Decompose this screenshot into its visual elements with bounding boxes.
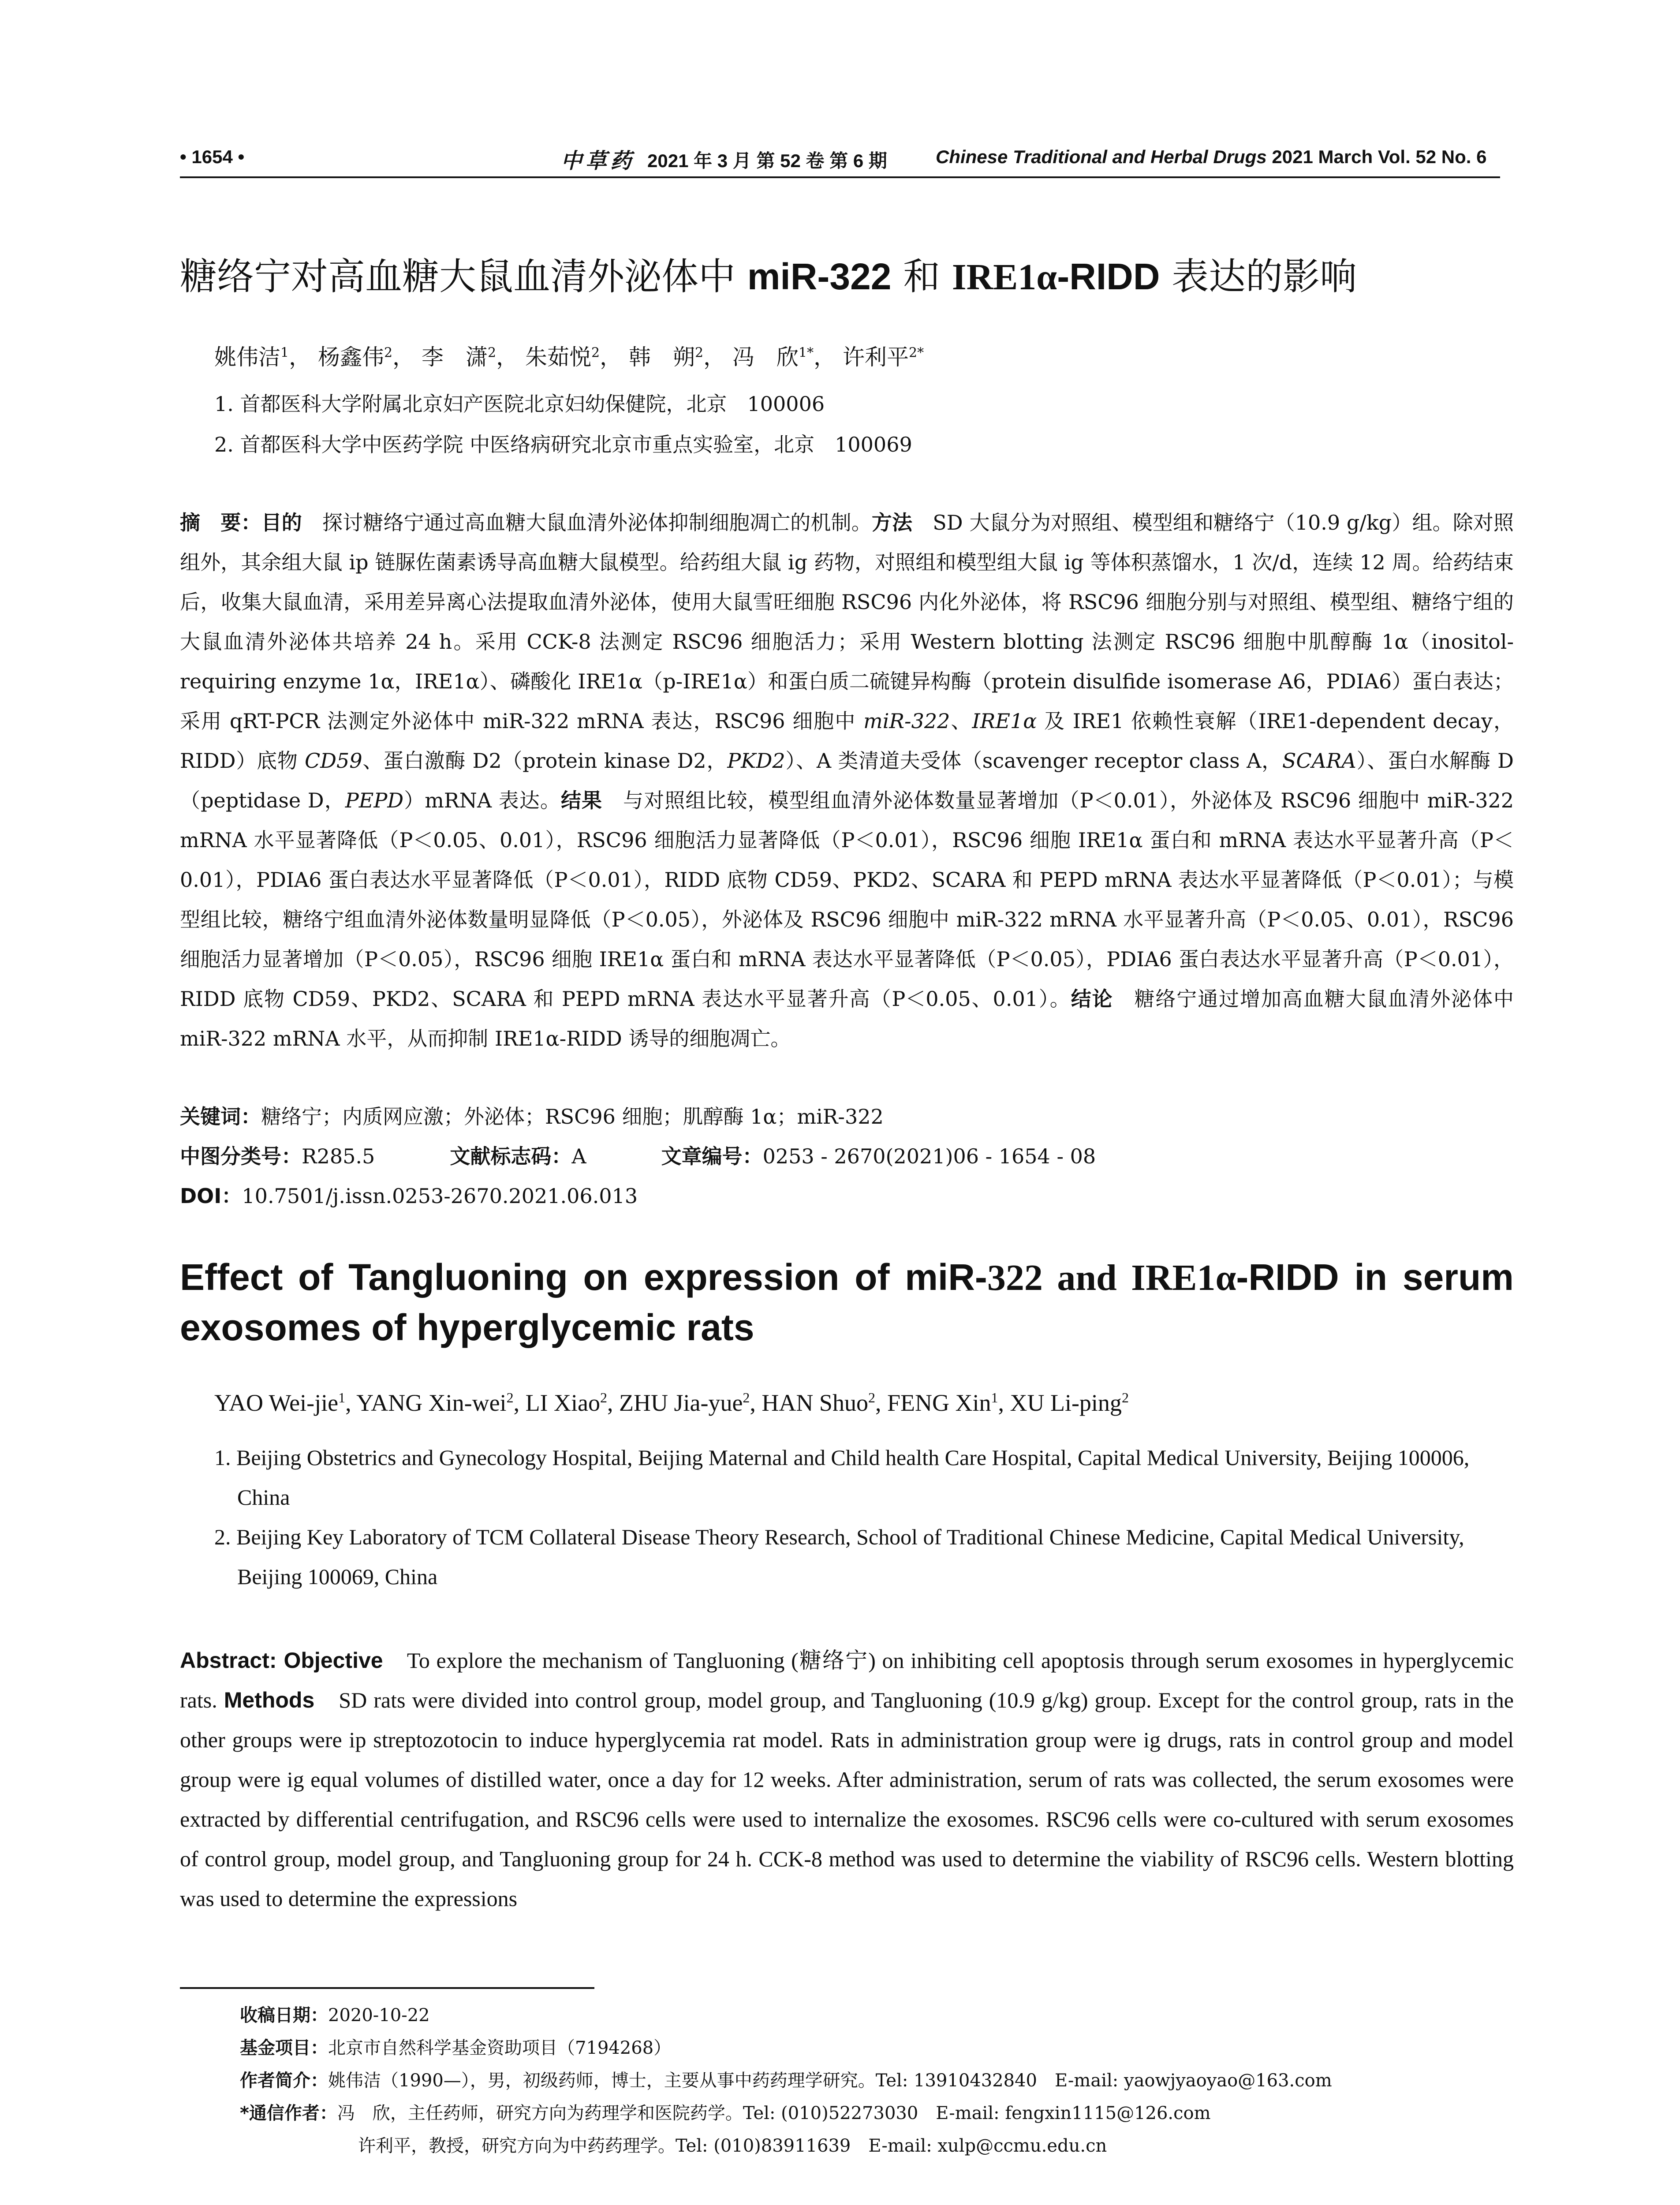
authors-cn [214, 340, 924, 371]
author-cn: 姚伟洁$^1$， [214, 344, 311, 370]
title-cn-part: 糖络宁对高血糖大鼠血清外泌体中 [180, 255, 747, 298]
abstract-en: Abstract: Objective To explore the mechanism of Tangluoning (糖络宁) on inhibiting cell apoptosis through serum exosomes in hyperglycemic rats. Methods SD rats were divided into control group, model group, and Tangluoning (10.9 g/kg) group. Except for the control group, rats in the other groups were ip streptozotocin to induce hyperglycemia rat model. Rats in administration group were ig drugs, rats in control group and model group were ig equal volumes of distilled water, once a day for 12 weeks. After administration, serum of rats was collected, the serum exosomes were extracted by differential centrifugation, and RSC96 cells were used to internalize the exosomes. RSC96 cells were co-cultured with serum exosomes of control group, model group, and Tangluoning group for 24 h. CCK-8 method was used to determine the viability of RSC96 cells. Western blotting was used to determine the expressions [180, 1648, 1514, 1911]
affiliation-cn-2: 2. 首都医科大学中医药学院 中医络病研究北京市重点实验室，北京 100069 [214, 433, 912, 456]
title-cn-ire: IRE1α [952, 257, 1057, 298]
issue-info-en-text: 2021 March Vol. 52 No. 6 [1266, 146, 1487, 167]
affiliation-cn-1: 1. 首都医科大学附属北京妇产医院北京妇幼保健院，北京 100006 [214, 392, 825, 416]
abstract-cn: 摘 要：目的 探讨糖络宁通过高血糖大鼠血清外泌体抑制细胞凋亡的机制。方法 SD 大鼠分为对照组、模型组和糖络宁（10.9 g/kg）组。除对照组外，其余组大鼠 ip 链脲佐菌素诱导高血糖大鼠模型。给药组大鼠 ig 药物，对照组和模型组大鼠 ig 等体积蒸馏水，1 次/d，连续 12 周。给药结束后，收集大鼠血清，采用差异离心法提取血清外泌体，使用大鼠雪旺细胞 RSC96 内化外泌体，将 RSC96 细胞分别与对照组、模型组、糖络宁组的大鼠血清外泌体共培养 24 h。采用 CCK-8 法测定 RSC96 细胞活力；采用 Western blotting 法测定 RSC96 细胞中肌醇酶 1α（inositol-requiring enzyme 1α，IRE1α）、磷酸化 IRE1α（p-IRE1α）和蛋白质二硫键异构酶（protein disulfide isomerase A6，PDIA6）蛋白表达；采用 qRT-PCR 法测定外泌体中 miR-322 mRNA 表达，RSC96 细胞中 miR-322、IRE1α 及 IRE1 依赖性衰解（IRE1-dependent decay，RIDD）底物 CD59、蛋白激酶 D2（protein kinase D2，PKD2）、A 类清道夫受体（scavenger receptor class A，SCARA）、蛋白水解酶 D（peptidase D，PEPD）mRNA 表达。结果 与对照组比较，模型组血清外泌体数量显著增加（P＜0.01），外泌体及 RSC96 细胞中 miR-322 mRNA 水平显著降低（P＜0.05、0.01），RSC96 细胞活力显著降低（P＜0.01），RSC96 细胞 IRE1α 蛋白和 mRNA 表达水平显著升高（P＜0.01），PDIA6 蛋白表达水平显著降低（P＜0.01），RIDD 底物 CD59、PKD2、SCARA 和 PEPD mRNA 表达水平显著降低（P＜0.01）；与模型组比较，糖络宁组血清外泌体数量明显降低（P＜0.05），外泌体及 RSC96 细胞中 miR-322 mRNA 水平显著升高（P＜0.05、0.01），RSC96 细胞活力显著增加（P＜0.05），RSC96 细胞 IRE1α 蛋白和 mRNA 表达水平显著降低（P＜0.05），PDIA6 蛋白表达水平显著升高（P＜0.01），RIDD 底物 CD59、PKD2、SCARA 和 PEPD mRNA 表达水平显著升高（P＜0.05、0.01）。结论 糖络宁通过增加高血糖大鼠血清外泌体中 miR-322 mRNA 水平，从而抑制 IRE1α-RIDD 诱导的细胞凋亡。 [180, 511, 1514, 1050]
abstract-en-label: Abstract: Objective [180, 1648, 383, 1673]
title-en: Effect of Tangluoning on expression of miR-322 and IRE1α-RIDD in serum exosomes of hyperglycemic rats [180, 1256, 1514, 1348]
results-label: 结果 [560, 789, 603, 812]
footnote-author-bio: 作者简介：姚伟洁（1990—），男，初级药师，博士，主要从事中药药理学研究。Tel: 13910432840 E-mail: yaowjyaoyao@163.com [240, 2070, 1332, 2091]
footnote-received: 收稿日期：2020-10-22 [240, 2005, 430, 2026]
methods-en-label: Methods [224, 1688, 315, 1712]
author-cn: 冯 欣$^{1*}$， [732, 344, 836, 370]
author-cn: 李 潇$^2$， [422, 344, 519, 370]
doi: DOI：10.7501/j.issn.0253-2670.2021.06.013 [180, 1184, 638, 1208]
title-cn [180, 247, 1512, 300]
affiliation-en-1: 1. Beijing Obstetrics and Gynecology Hospital, Beijing Maternal and Child health Care Hospital, Capital Medical University, Beijing 100006, China [214, 1445, 1470, 1510]
journal-logo: 中草药 [561, 149, 635, 173]
issue-info-cn: 2021 年 3 月 第 52 卷 第 6 期 [647, 150, 887, 171]
author-cn: 朱茹悦$^2$， [525, 344, 622, 370]
keywords-cn: 关键词：糖络宁；内质网应激；外泌体；RSC96 细胞；肌醇酶 1α；miR-322 [180, 1105, 884, 1129]
footnote-correspondence-2: 许利平，教授，研究方向为中药药理学。Tel: (010)83911639 E-mail: xulp@ccmu.edu.cn [358, 2136, 1107, 2156]
title-cn-mir: miR-322 [747, 256, 892, 297]
header-rule [180, 176, 1500, 178]
title-cn-ridd: -RIDD [1057, 256, 1160, 297]
author-cn: 韩 朔$^2$， [629, 344, 726, 370]
footnote-rule [180, 1987, 594, 1989]
classification: 中图分类号：R285.5 文献标志码：A 文章编号：0253 - 2670(2021)06 - 1654 - 08 [180, 1144, 1096, 1168]
issue-info-en [936, 146, 1487, 168]
affiliations-en [214, 1438, 1514, 1596]
conclusion-label: 结论 [1071, 987, 1113, 1011]
author-en: HAN Shuo$^2$, [762, 1390, 887, 1416]
author-en: FENG Xin$^1$, [887, 1390, 1010, 1416]
journal-name-en: Chinese Traditional and Herbal Drugs [936, 146, 1267, 167]
methods-label: 方法 [871, 511, 913, 534]
footnote-funding: 基金项目：北京市自然科学基金资助项目（7194268） [240, 2038, 672, 2058]
author-en: LI Xiao$^2$, [525, 1390, 619, 1416]
footnote-correspondence: *通信作者：冯 欣，主任药师，研究方向为药理学和医院药学。Tel: (010)52273030 E-mail: fengxin1115@126.com [240, 2103, 1211, 2123]
running-header [180, 142, 1500, 173]
author-en: YANG Xin-wei$^2$, [356, 1390, 526, 1416]
page-number: • 1654 • [180, 146, 245, 167]
author-cn: 杨鑫伟$^2$， [318, 344, 415, 370]
author-cn: 许利平$^{2*}$ [843, 344, 924, 370]
author-en: YAO Wei-jie$^1$, [214, 1390, 357, 1416]
abstract-cn-label: 摘 要： [180, 511, 261, 534]
objective-label: 目的 [261, 511, 302, 534]
title-cn-part: 和 [891, 255, 952, 298]
authors-en [214, 1389, 1129, 1416]
affiliation-en-2: 2. Beijing Key Laboratory of TCM Collateral Disease Theory Research, School of Traditional Chinese Medicine, Capital Medical University, Beijing 100069, China [214, 1525, 1464, 1589]
title-cn-part: 表达的影响 [1160, 255, 1357, 298]
author-en: ZHU Jia-yue$^2$, [619, 1390, 762, 1416]
author-en: XU Li-ping$^2$ [1010, 1390, 1129, 1416]
